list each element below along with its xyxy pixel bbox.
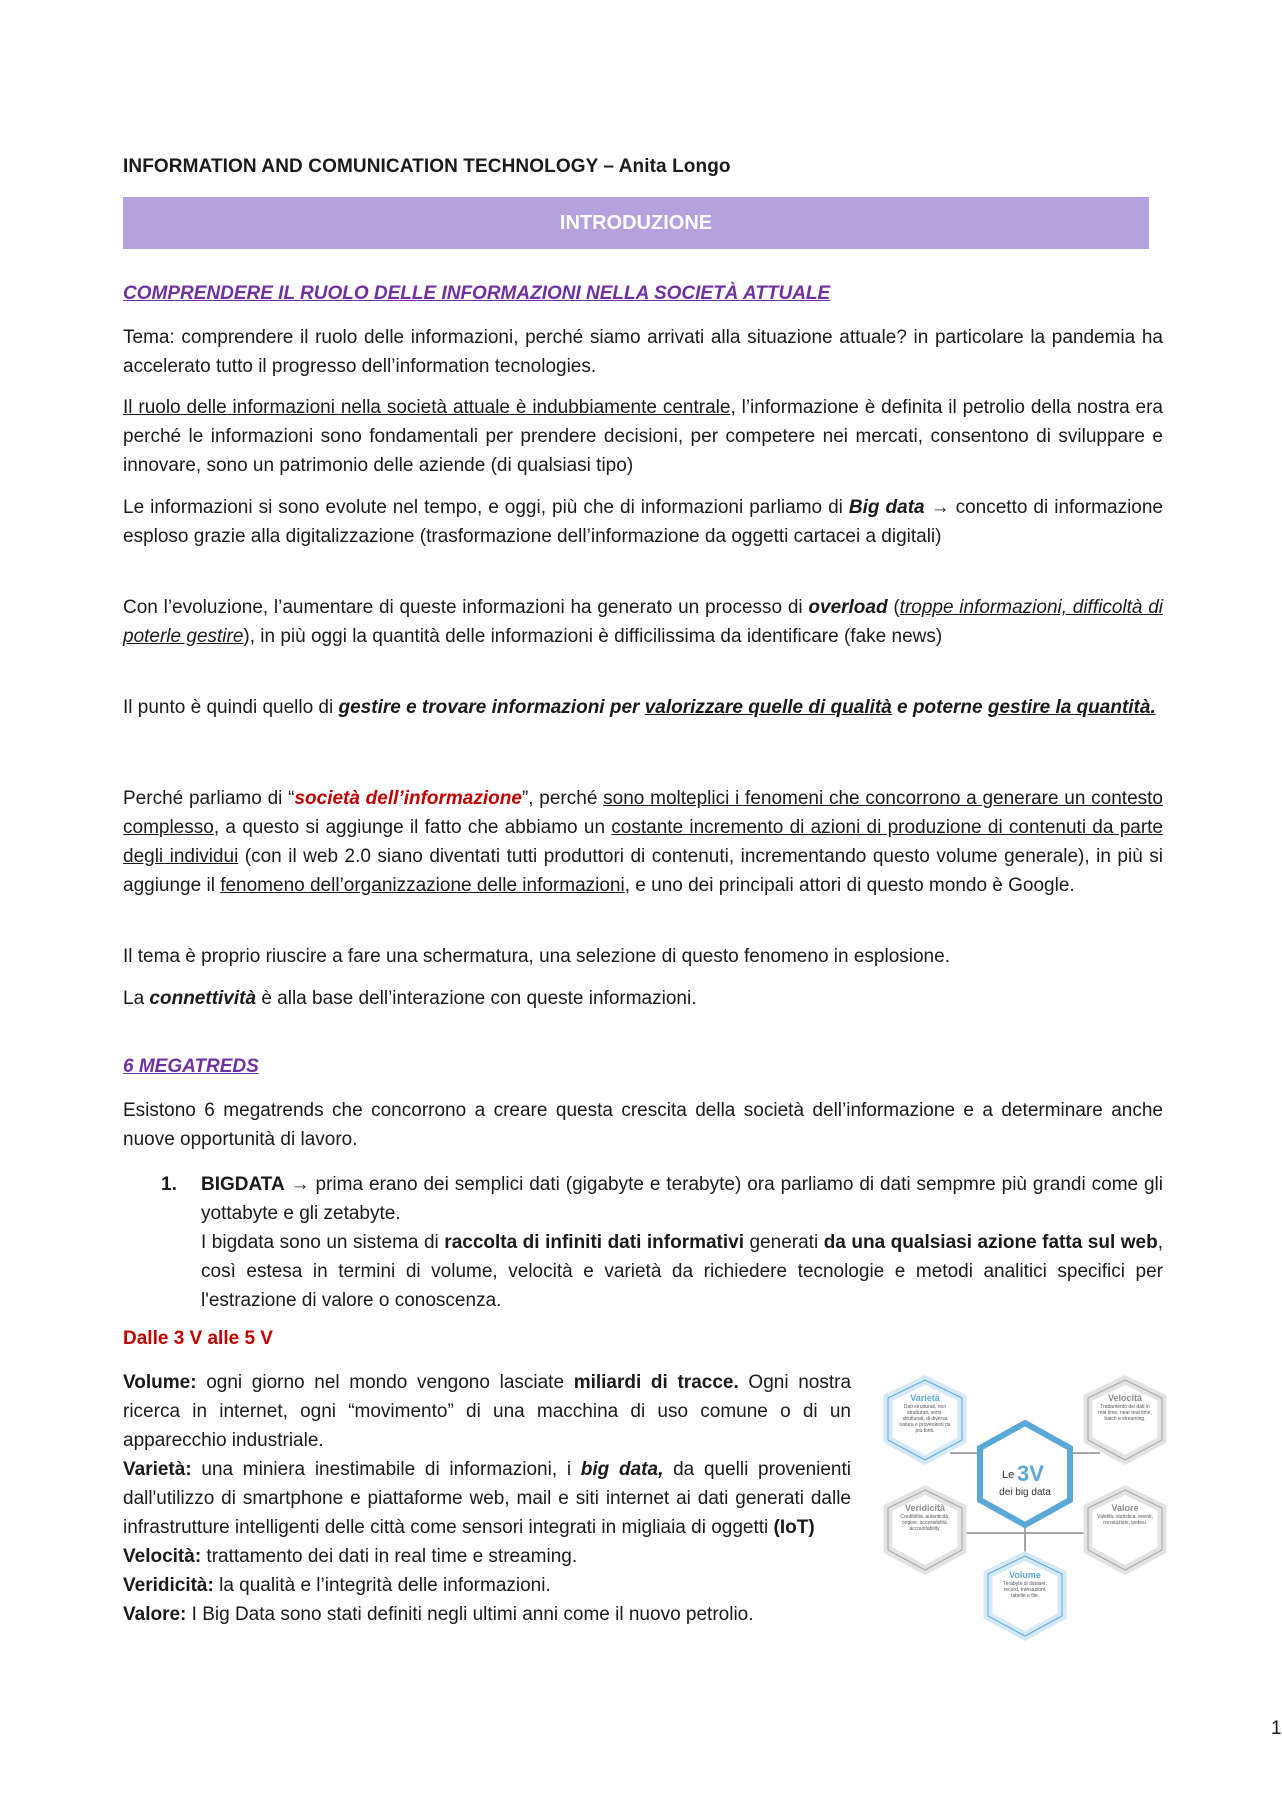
paragraph-societa: Perché parliamo di “società dell’informazione”, perché sono molteplici i fenomeni che concorrono a generare un contesto complesso, a questo si aggiunge il fatto che abbiamo un costante incremento di azioni di produzione di contenuti da parte degli individui (con il web 2.0 siano diventati tutti produttori di contenuti, incrementando questo volume generale), in più si aggiunge il fenomeno dell’organizzazione delle informazioni, e uno dei principali attori di questo mondo è Google. bbox=[123, 788, 1164, 896]
veridicita-entry: Veridicità: la qualità e l’integrità delle informazioni. bbox=[123, 1575, 551, 1596]
valore-entry: Valore: I Big Data sono stati definiti negli ultimi anni come il nuovo petrolio. bbox=[123, 1604, 754, 1625]
volume-entry: Volume: ogni giorno nel mondo vengono lasciate miliardi di tracce. Ogni nostra ricerca in internet, ogni “movimento” di una macchina di uso comune o di un apparecchio industriale. bbox=[123, 1372, 852, 1451]
velocita-desc: Trattamento dei dati in real time, near real time, batch e streaming. bbox=[1098, 1404, 1152, 1422]
velocita-entry: Velocità: trattamento dei dati in real time e streaming. bbox=[123, 1546, 578, 1567]
paragraph-connettivita: La connettività è alla base dell’interazione con queste informazioni. bbox=[123, 988, 697, 1009]
velocita-label: Velocità bbox=[1107, 1393, 1143, 1403]
big-data-3v-figure bbox=[880, 1368, 1170, 1648]
paragraph-overload: Con l’evoluzione, l’aumentare di queste informazioni ha generato un processo di overload (troppe informazioni, difficoltà di poterle gestire), in più oggi la quantità delle informazioni è difficilissima da identificare (fake news) bbox=[123, 597, 1163, 647]
paragraph-punto: Il punto è quindi quello di gestire e trovare informazioni per valorizzare quelle di qualità e poterne gestire la quantità. bbox=[123, 697, 1156, 718]
varieta-entry: Varietà: una miniera inestimabile di informazioni, i big data, da quelli provenienti dall'utilizzo di smartphone e piattaforme web, mail e siti internet ai dati generati dalle infrastrutture intelligenti delle città come sensori integrati in migliaia di oggetti (IoT) bbox=[123, 1459, 852, 1538]
paragraph-big-data: Le informazioni si sono evolute nel tempo, e oggi, più che di informazioni parliamo di Big data → concetto di informazione esploso grazie alla digitalizzazione (trasformazione dell’informazione da oggetti cartacei a digitali) bbox=[123, 497, 1164, 547]
veridicita-label: Veridicità bbox=[904, 1503, 946, 1513]
list-number: 1. bbox=[161, 1174, 177, 1195]
paragraph-tema: Tema: comprendere il ruolo delle informazioni, perché siamo arrivati alla situazione attuale? in particolare la pandemia ha accelerato tutto il progresso dell’information tecnologies. bbox=[123, 327, 1163, 377]
volume-desc: Terabyte di dataset, record, transazioni, tabelle e file. bbox=[1003, 1581, 1047, 1599]
megatrend-list-item bbox=[161, 1170, 1163, 1315]
center-subtitle: dei big data bbox=[999, 1487, 1051, 1498]
section-banner: INTRODUZIONE bbox=[123, 197, 1149, 249]
volume-label: Volume bbox=[1009, 1570, 1041, 1580]
varieta-label: Varietà bbox=[910, 1393, 940, 1403]
heading-3v-5v: Dalle 3 V alle 5 V bbox=[123, 1328, 273, 1349]
valore-label: Valore bbox=[1111, 1503, 1139, 1513]
paragraph-ruolo: Il ruolo delle informazioni nella società attuale è indubbiamente centrale, l’informazione è definita il petrolio della nostra era perché le informazioni sono fondamentali per prendere decisioni, per competere nei mercati, consentono di sviluppare e innovare, sono un patrimonio delle aziende (di qualsiasi tipo) bbox=[123, 397, 1163, 476]
center-3v: 3V bbox=[1017, 1461, 1044, 1486]
varieta-desc: Dati strutturati, non strutturati, semi-strutturati, di diversa natura e provenienti da più fonti. bbox=[899, 1404, 951, 1434]
document-title: INFORMATION AND COMUNICATION TECHNOLOGY – Anita Longo bbox=[123, 156, 731, 177]
veridicita-desc: Credibilità, autenticità, origine, accessibilità, accountability. bbox=[900, 1514, 950, 1532]
center-le: Le bbox=[1002, 1469, 1015, 1481]
paragraph-megatrends-intro: Esistono 6 megatrends che concorrono a creare questa crescita della società dell’informazione e a determinare anche nuove opportunità di lavoro. bbox=[123, 1100, 1163, 1150]
page-number: 1 bbox=[1271, 1718, 1282, 1739]
valore-desc: Validità, statistica, eventi, correlazioni, ipotesi. bbox=[1097, 1514, 1153, 1526]
five-v-description bbox=[123, 1368, 851, 1629]
list-item-body: BIGDATA → prima erano dei semplici dati (gigabyte e terabyte) ora parliamo di dati sempmre più grandi come gli yottabyte e gli zetabyte. I bigdata sono un sistema di raccolta di infiniti dati informativi generati da una qualsiasi azione fatta sul web, così estesa in termini di volume, velocità e varietà da richiedere tecnologie e metodi analitici specifici per l'estrazione di valore o conoscenza. bbox=[201, 1174, 1163, 1311]
heading-megatreds: 6 MEGATREDS bbox=[123, 1056, 259, 1077]
heading-ruolo-informazioni: COMPRENDERE IL RUOLO DELLE INFORMAZIONI NELLA SOCIETÀ ATTUALE bbox=[123, 283, 831, 304]
paragraph-schermatura: Il tema è proprio riuscire a fare una schermatura, una selezione di questo fenomeno in esplosione. bbox=[123, 946, 950, 967]
